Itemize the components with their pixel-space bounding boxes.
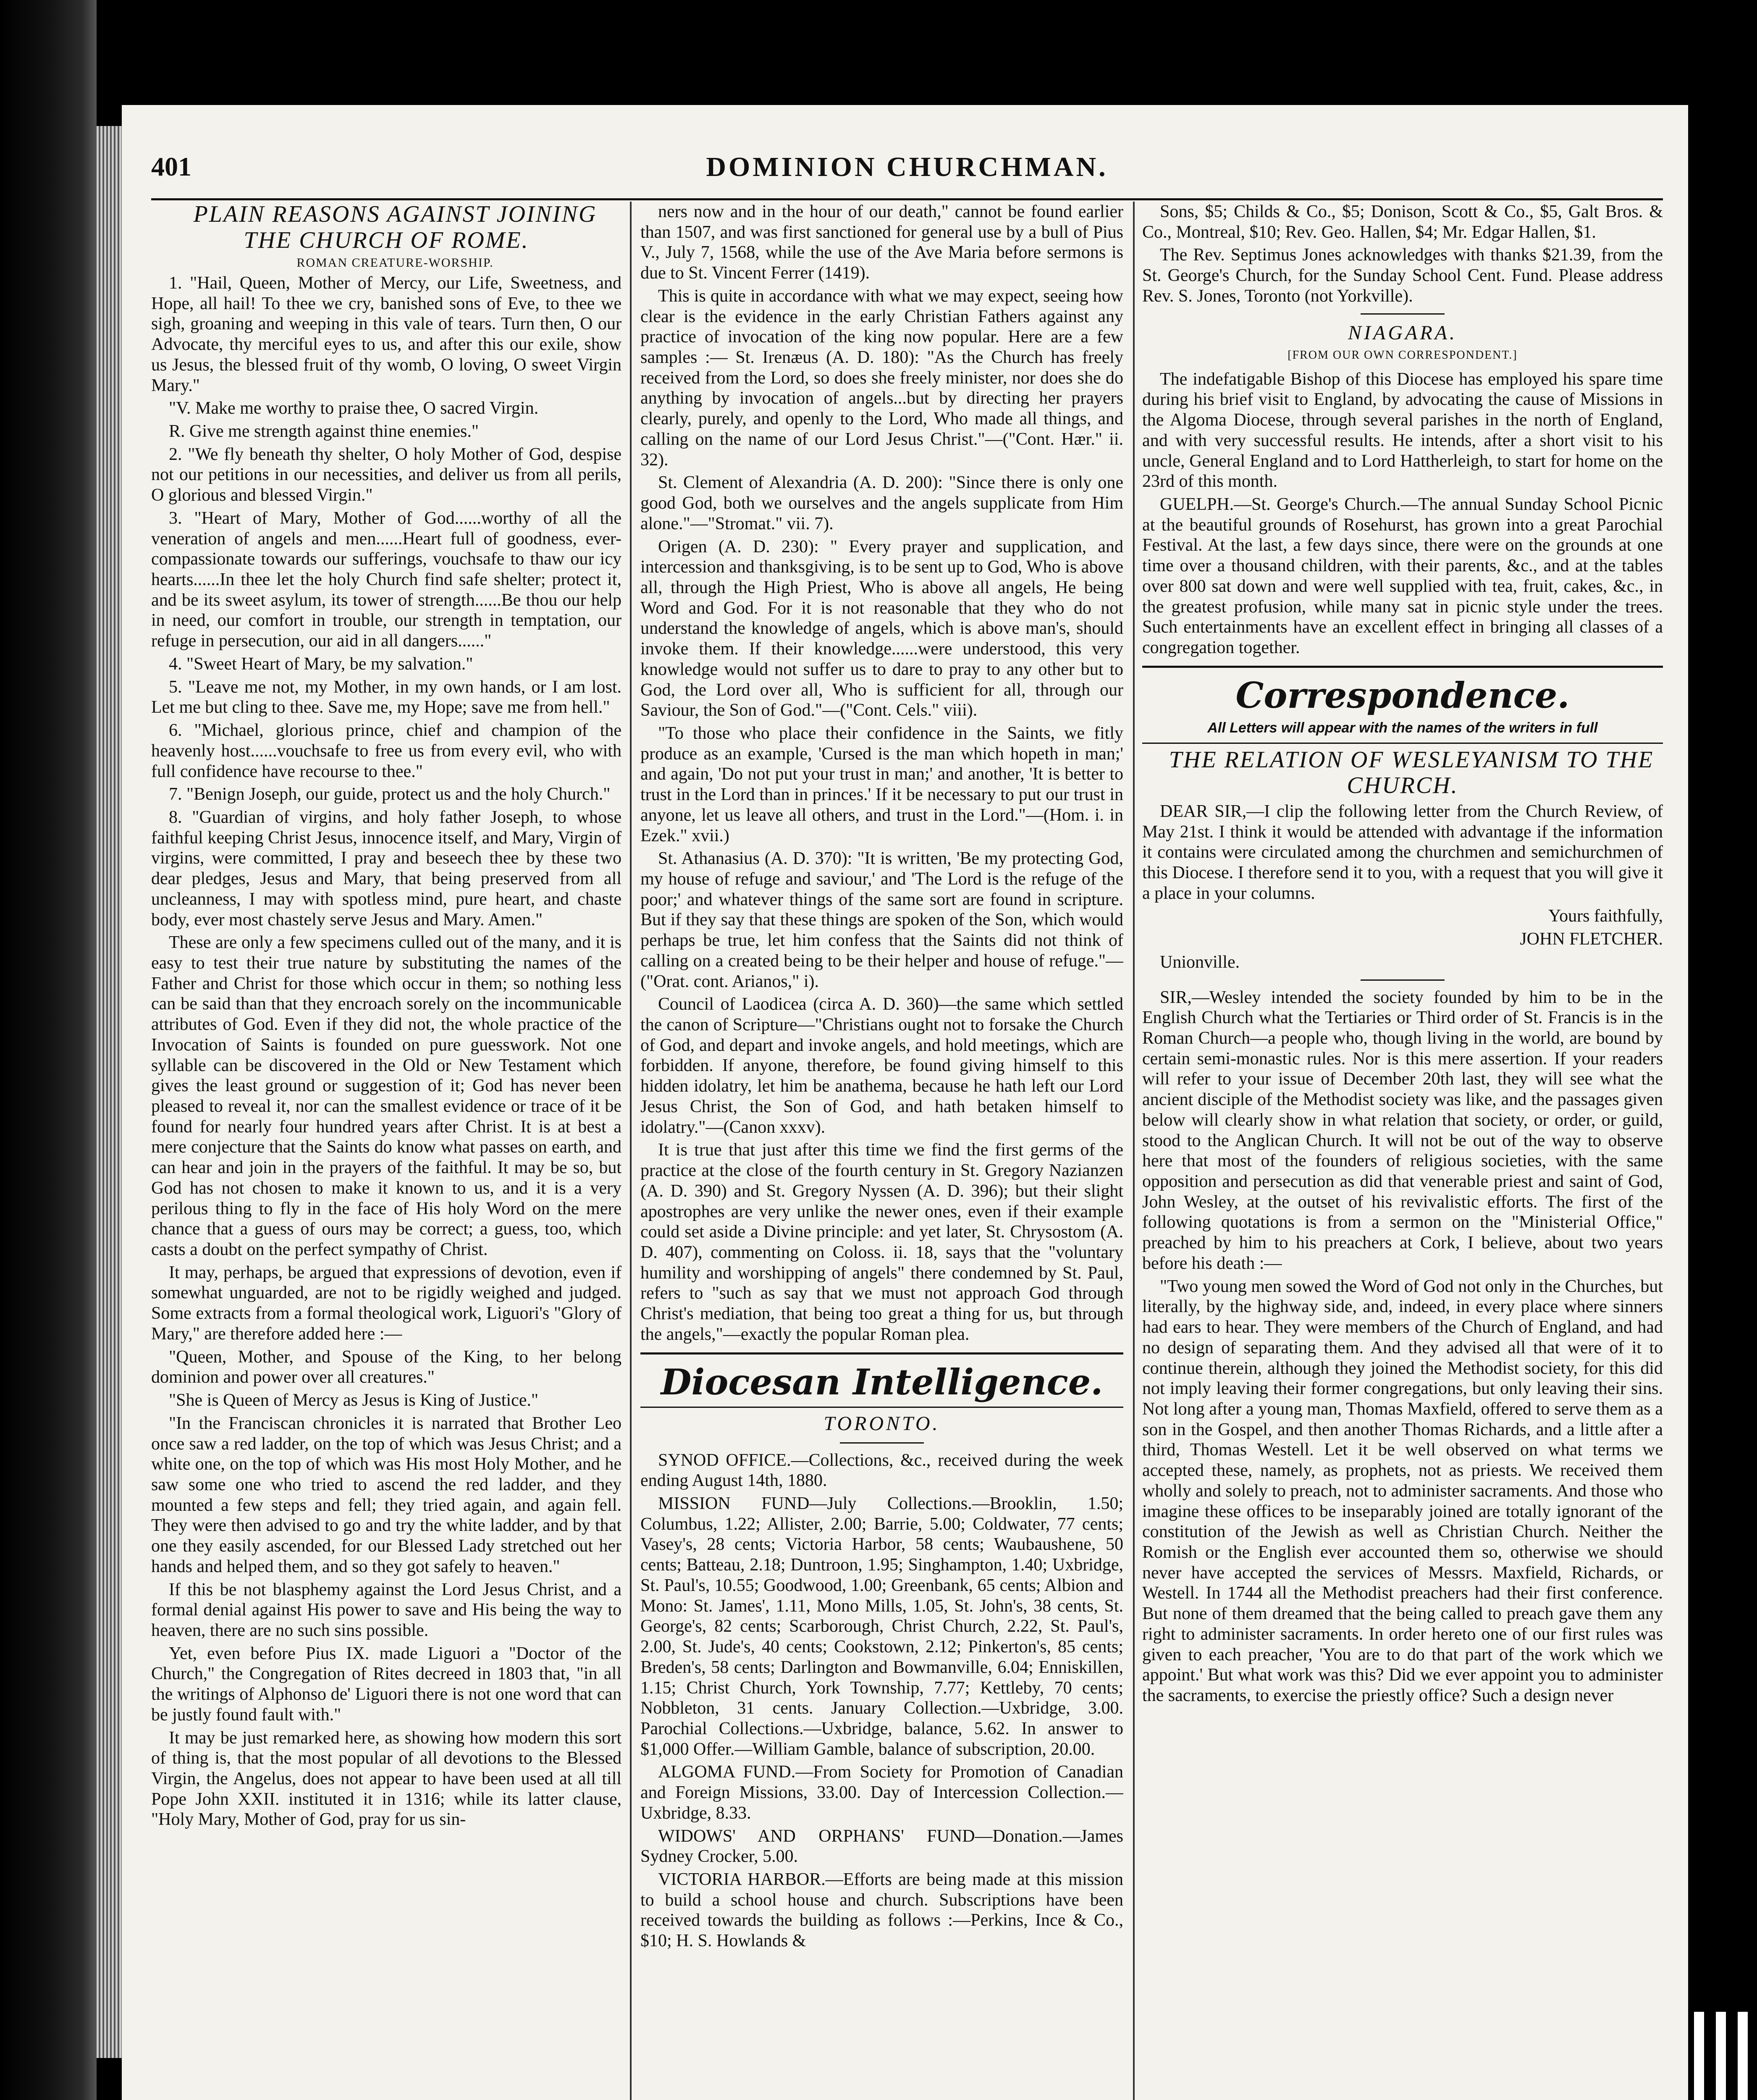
paragraph: SYNOD OFFICE.—Collections, &c., received during the week ending August 14th, 1880. xyxy=(640,1450,1123,1491)
paragraph: Sons, $5; Childs & Co., $5; Donison, Scott & Co., $5, Galt Bros. & Co., Montreal, $10; Rev. Geo. Hallen, $4; Mr. Edgar Hallen, $1. xyxy=(1142,202,1663,242)
paragraph: MISSION FUND—July Collections.—Brooklin, 1.50; Columbus, 1.22; Allister, 2.00; Barrie, 5.00; Coldwater, 77 cents; Vasey's, 28 cents; Victoria Harbor, 58 cents; Waubaushene, 50 cents; Batteau, 2.18; Duntroon, 1.95; Singhampton, 1.40; Uxbridge, St. Paul's, 10.55; Goodwood, 1.00; Greenbank, 65 cents; Albion and Mono: St. James', 1.11, Mono Mills, 1.05, St. John's, 38 cents, St. George's, 82 cents; Scarborough, Christ Church, 2.22, St. Paul's, 2.00, St. Jude's, 40 cents; Cookstown, 2.12; Pinkerton's, 85 cents; Breden's, 58 cents; Darlington and Bowmanville, 6.04; Enniskillen, 1.15; Christ Church, York Township, 7.77; Kettleby, 70 cents; Nobbleton, 31 cents. January Collection.—Uxbridge, 3.00. Parochial Collections.—Uxbridge, balance, 5.62. In answer to $1,000 Offer.—William Gamble, balance of subscription, 20.00. xyxy=(640,1494,1123,1759)
paragraph: ners now and in the hour of our death," cannot be found earlier than 1507, and was first sanctioned for general use by a bull of Pius V., July 7, 1568, while the use of the Ave Maria before sermons is due to St. Vincent Ferrer (1419). xyxy=(640,202,1123,283)
letter-place: Unionville. xyxy=(1160,952,1240,972)
article-body-continued xyxy=(640,202,1123,1345)
paragraph: If this be not blasphemy against the Lord Jesus Christ, and a formal denial against His power to save and His being the way to heaven, there are no such sins possible. xyxy=(151,1580,622,1640)
paragraph: 4. "Sweet Heart of Mary, be my salvation." xyxy=(169,654,473,674)
paragraph: This is quite in accordance with what we may expect, seeing how clear is the evidence in the early Christian Fathers against any practice of invocation of the king now popular. Here are a few samples :— St. Irenæus (A. D. 180): "As the Church has freely received from the Lord, so does she freely minister, nor does she do anything by invocation of angels...but by directing her prayers clearly, purely, and openly to the Lord, Who made all things, and calling on the name of our Lord Jesus Christ."—("Cont. Hær." ii. 32). xyxy=(640,286,1123,470)
niagara-body xyxy=(1142,369,1663,658)
paragraph: "Queen, Mother, and Spouse of the King, to her belong dominion and power over all creatures." xyxy=(151,1347,622,1387)
paragraph: SIR,—Wesley intended the society founded by him to be in the English Church what the Tertiaries or Third order of St. Francis is in the Roman Church—a people who, though living in the world, are bound by certain semi-monastic rules. Nor is this mere assertion. If your readers will refer to your issue of December 20th last, they will see what the ancient disciple of the Methodist society was like, and the passages given below will clearly show in what relation that society, or order, or guild, stood to the Anglican Church. It will not be out of the way to observe here that most of the founders of religious societies, with the same opposition and persecution as did that venerable priest and saint of God, John Wesley, at the outset of his revivalistic efforts. The first of the following quotations is from a sermon on the "Ministerial Office," preached by him to his preachers at Cork, I believe, about two years before his death :— xyxy=(1142,987,1663,1273)
niagara-subtitle: [FROM OUR OWN CORRESPONDENT.] xyxy=(1288,349,1518,362)
letter-body xyxy=(1142,801,1663,904)
section-rule xyxy=(1142,743,1663,744)
column-3 xyxy=(1142,202,1663,2100)
column-divider xyxy=(1133,202,1135,2100)
scan-marks xyxy=(1694,2012,1749,2100)
niagara-title: NIAGARA. xyxy=(1348,321,1457,344)
section-title: Diocesan Intelligence. xyxy=(661,1361,1103,1403)
correspondence-note: All Letters will appear with the names of the writers in full xyxy=(1207,720,1598,736)
paragraph: 3. "Heart of Mary, Mother of God......worthy of all the veneration of angels and men......Heart full of goodness, ever-compassionate towards our sufferings, vouchsafe to thaw our icy hearts......In thee let the holy Church find safe shelter; protect it, and be its sweet asylum, its tower of strength......Be thou our help in need, our comfort in trouble, our strength in temptation, our refuge in persecution, our aid in all dangers......" xyxy=(151,508,622,651)
paragraph: Origen (A. D. 230): " Every prayer and supplication, and intercession and thanksgiving, is to be sent up to God, Who is above all, through the High Priest, Who is above all angels, He being Word and God. For it is not reasonable that they who do not understand the knowledge of angels, which is above man's, should invoke them. If their knowledge......were understood, this very knowledge would not suffer us to dare to pray to any other but to God, the Lord over all, Who is sufficient for all, through our Saviour, the Son of God."—("Cont. Cels." viii). xyxy=(640,537,1123,720)
article-subtitle: ROMAN CREATURE-WORSHIP. xyxy=(296,256,494,270)
letter-body-2 xyxy=(1142,987,1663,1706)
paragraph: R. Give me strength against thine enemies." xyxy=(169,422,479,441)
masthead-title: DOMINION CHURCHMAN. xyxy=(706,152,1108,182)
paragraph: 8. "Guardian of virgins, and holy father Joseph, to whose faithful keeping Christ Jesus, innocence itself, and Mary, Virgin of virgins, were committed, I pray and beseech thee by these two dear pledges, Jesus and Mary, that being preserved from all uncleanness, I may with spotless mind, pure heart, and chaste body, ever most chastely serve Jesus and Mary. Amen." xyxy=(151,807,622,929)
column-divider xyxy=(630,202,632,2100)
letter-sign-off: Yours faithfully, xyxy=(1548,906,1663,926)
column-2 xyxy=(640,202,1123,2100)
column-1 xyxy=(151,202,622,2100)
paragraph: ALGOMA FUND.—From Society for Promotion of Canadian and Foreign Missions, 33.00. Day of Intercession Collection.—Uxbridge, 8.33. xyxy=(640,1762,1123,1823)
page-header xyxy=(151,151,1663,197)
paragraph: 2. "We fly beneath thy shelter, O holy Mother of God, despise not our petitions in our necessities, and deliver us from all perils, O glorious and blessed Virgin." xyxy=(151,444,622,505)
paragraph: St. Clement of Alexandria (A. D. 200): "Since there is only one good God, both we ourselves and the angels supplicate from Him alone."—"Stromat." vii. 7). xyxy=(640,473,1123,533)
paragraph: 6. "Michael, glorious prince, chief and champion of the heavenly host......vouchsafe to free us from every evil, who with full confidence have recourse to thee." xyxy=(151,721,622,781)
short-rule xyxy=(1361,313,1445,315)
paragraph: Yet, even before Pius IX. made Liguori a "Doctor of the Church," the Congregation of Rites decreed in 1803 that, "in all the writings of Alphonso de' Liguori there is not one word that can be justly found fault with." xyxy=(151,1643,622,1725)
paragraph: The indefatigable Bishop of this Diocese has employed his spare time during his brief visit to England, by advocating the cause of Missions in the Algoma Diocese, through several parishes in the north of England, and with very successful results. He intends, after a short visit to his uncle, General England and to Lord Hattherleigh, to start for home on the 23rd of this month. xyxy=(1142,369,1663,491)
letter-title: THE RELATION OF WESLEYANISM TO THE CHURCH. xyxy=(1169,746,1654,799)
article-title: PLAIN REASONS AGAINST JOINING THE CHURCH OF ROME. xyxy=(193,202,597,253)
section-rule xyxy=(640,1407,1123,1408)
paragraph: "V. Make me worthy to praise thee, O sacred Virgin. xyxy=(169,399,539,418)
page-number: 401 xyxy=(151,152,191,181)
letter-signature: JOHN FLETCHER. xyxy=(1520,929,1663,949)
scan-background xyxy=(0,0,97,2100)
paragraph: It is true that just after this time we find the first germs of the practice at the close of the fourth century in St. Gregory Nazianzen (A. D. 390) and St. Gregory Nyssen (A. D. 396); but their slight apostrophes are very unlike the newer ones, even if their example could set aside a Divine principle: and yet later, St. Chrysostom (A. D. 407), commenting on Coloss. ii. 18, says that the "voluntary humility and worshipping of angels" there condemned by St. Paul, refers to "such as say that we must not approach God through Christ's mediation, that being too great a thing for us, but through the angels,"—exactly the popular Roman plea. xyxy=(640,1140,1123,1344)
paragraph: "Two young men sowed the Word of God not only in the Churches, but literally, by the highway side, and, indeed, in every place where sinners had ears to hear. They were members of the Church of England, and had no design of separating them. And they advised all that were of it to continue therein, although they joined the Methodist society, for this did not imply leaving their former congregations, but only leaving their sins. Not long after a young man, Thomas Maxfield, offered to serve them as a son in the Gospel, and then another Thomas Richards, and a little after a third, Thomas Westell. Let it be well observed on what terms we accepted these, namely, as prophets, not as priests. We received them wholly and solely to preach, not to administer sacraments. And those who imagine these offices to be inseparably joined are totally ignorant of the constitution of the Jewish as well as Christian Church. Neither the Romish or the English ever accounted them so, otherwise we should never have accepted the services of Messrs. Maxfield, Richards, or Westell. In 1744 all the Methodist preachers had their first conference. But none of them dreamed that the being called to preach gave them any right to administer sacraments. In order hereto one of our first rules was given to each preacher, 'You are to do that part of the work which we appoint.' But what work was this? Did we ever appoint you to administer the sacraments, to exercise the priestly office? Such a design never xyxy=(1142,1276,1663,1705)
subsection-title: TORONTO. xyxy=(823,1412,940,1435)
newspaper-page xyxy=(122,105,1688,2100)
paragraph: It may be just remarked here, as showing how modern this sort of thing is, that the most popular of all devotions to the Blessed Virgin, the Angelus, does not appear to have been used at all till Pope John XXII. instituted it in 1316; while its latter clause, "Holy Mary, Mother of God, pray for us sin- xyxy=(151,1728,622,1830)
paragraph: "To those who place their confidence in the Saints, we fitly produce as an example, 'Cursed is the man which hopeth in man;' and again, 'Do not put your trust in man;' and another, 'It is better to trust in the Lord than in princes.' If it be necessary to put our trust in anyone, let us leave all others, and trust in the Lord."—(Hom. i. in Ezek." xvii.) xyxy=(640,723,1123,845)
correspondence-title: Correspondence. xyxy=(1235,674,1570,716)
scan-bar xyxy=(1694,2012,1704,2100)
paragraph: 7. "Benign Joseph, our guide, protect us and the holy Church." xyxy=(169,785,611,804)
header-rule xyxy=(151,198,1663,200)
paragraph: Council of Laodicea (circa A. D. 360)—the same which settled the canon of Scripture—"Christians ought not to forsake the Church of God, and depart and invoke angels, and hold meetings, which are forbidden. If anyone, therefore, be found giving himself to this hidden idolatry, let him be anathema, because he hath left our Lord Jesus Christ, the Son of God, and hath betaken himself to idolatry."—(Canon xxxv). xyxy=(640,995,1123,1137)
section-rule xyxy=(640,1352,1123,1354)
section-rule xyxy=(1142,666,1663,668)
paragraph: DEAR SIR,—I clip the following letter from the Church Review, of May 21st. I think it would be attended with advantage if the information it contains were circulated among the churchmen and semichurchmen of this Diocese. I therefore send it to you, with a request that you will give it a place in your columns. xyxy=(1142,801,1663,903)
scan-bar xyxy=(1716,2012,1726,2100)
paragraph: "In the Franciscan chronicles it is narrated that Brother Leo once saw a red ladder, on the top of which was Jesus Christ; and a white one, on the top of which was His most Holy Mother, and he saw some one who tried to ascend the red ladder, and they mounted a few steps and fell; they tried again, and again fell. They were then advised to go and try the white ladder, and by that one they easily ascended, for our Blessed Lady stretched out her hands and helped them, and so they got safely to heaven." xyxy=(151,1413,622,1576)
article-body xyxy=(151,273,622,1830)
paragraph: It may, perhaps, be argued that expressions of devotion, even if somewhat unguarded, are not to be rigidly weighed and judged. Some extracts from a formal theological work, Liguori's "Glory of Mary," are therefore added here :— xyxy=(151,1263,622,1344)
book-page-edges xyxy=(97,126,122,2058)
paragraph: GUELPH.—St. George's Church.—The annual Sunday School Picnic at the beautiful grounds of Rosehurst, has grown into a great Parochial Festival. At the last, a few days since, there were on the grounds at one time over a thousand children, with their parents, &c., and at the tables over 800 sat down and were well supplied with tea, fruit, cakes, &c., in the greatest profusion, while many sat in picnic style under the trees. Such entertainments have an excellent effect in bringing all classes of a congregation together. xyxy=(1142,495,1663,658)
paragraph: These are only a few specimens culled out of the many, and it is easy to test their true nature by substituting the names of the Father and Christ for those which occur in them; so nothing less can be said than that they encroach sorely on the incommunicable attributes of God. Even if they did not, the whole practice of the Invocation of Saints is founded on pure guesswork. Not one syllable can be discovered in the Old or New Testament which gives the least ground or suggestion of it; God has never been pleased to reveal it, nor can the smallest evidence or trace of it be found for nearly four hundred years after Christ. It is at best a mere conjecture that the Saints do know what passes on earth, and can hear and join in the prayers of the faithful. It may be so, but God has not chosen to make it known to us, and it is a very perilous thing to fly in the face of His holy Word on the mere chance that a guess of ours may be correct; a guess, too, which casts a doubt on the perfect sympathy of Christ. xyxy=(151,933,622,1260)
short-rule xyxy=(1361,979,1445,981)
paragraph: "She is Queen of Mercy as Jesus is King of Justice." xyxy=(169,1391,538,1410)
short-rule xyxy=(840,1442,924,1444)
paragraph: 1. "Hail, Queen, Mother of Mercy, our Life, Sweetness, and Hope, all hail! To thee we cry, banished sons of Eve, to thee we sigh, groaning and weeping in this vale of tears. Turn then, O our Advocate, thy merciful eyes to us, and after this our exile, show us Jesus, the blessed fruit of thy womb, O loving, O sweet Virgin Mary." xyxy=(151,273,622,395)
scan-bar xyxy=(1738,2012,1748,2100)
notices-body xyxy=(1142,202,1663,307)
paragraph: St. Athanasius (A. D. 370): "It is written, 'Be my protecting God, my house of refuge and saviour,' and 'The Lord is the refuge of the poor;' and whatever things of the same sort are found in scripture. But if they say that these things are spoken of the Son, which would perhaps be true, let him confess that the Saints did not think of calling on a created being to be their helper and house of refuge."—("Orat. cont. Arianos," i). xyxy=(640,849,1123,991)
paragraph: 5. "Leave me not, my Mother, in my own hands, or I am lost. Let me but cling to thee. Save me, my Hope; save me from hell." xyxy=(151,677,622,717)
paragraph: WIDOWS' AND ORPHANS' FUND—Donation.—James Sydney Crocker, 5.00. xyxy=(640,1826,1123,1866)
paragraph: VICTORIA HARBOR.—Efforts are being made at this mission to build a school house and church. Subscriptions have been received towards the building as follows :—Perkins, Ince & Co., $10; H. S. Howlands & xyxy=(640,1869,1123,1951)
diocesan-body xyxy=(640,1450,1123,1951)
paragraph: The Rev. Septimus Jones acknowledges with thanks $21.39, from the St. George's Church, for the Sunday School Cent. Fund. Please address Rev. S. Jones, Toronto (not Yorkville). xyxy=(1142,245,1663,306)
